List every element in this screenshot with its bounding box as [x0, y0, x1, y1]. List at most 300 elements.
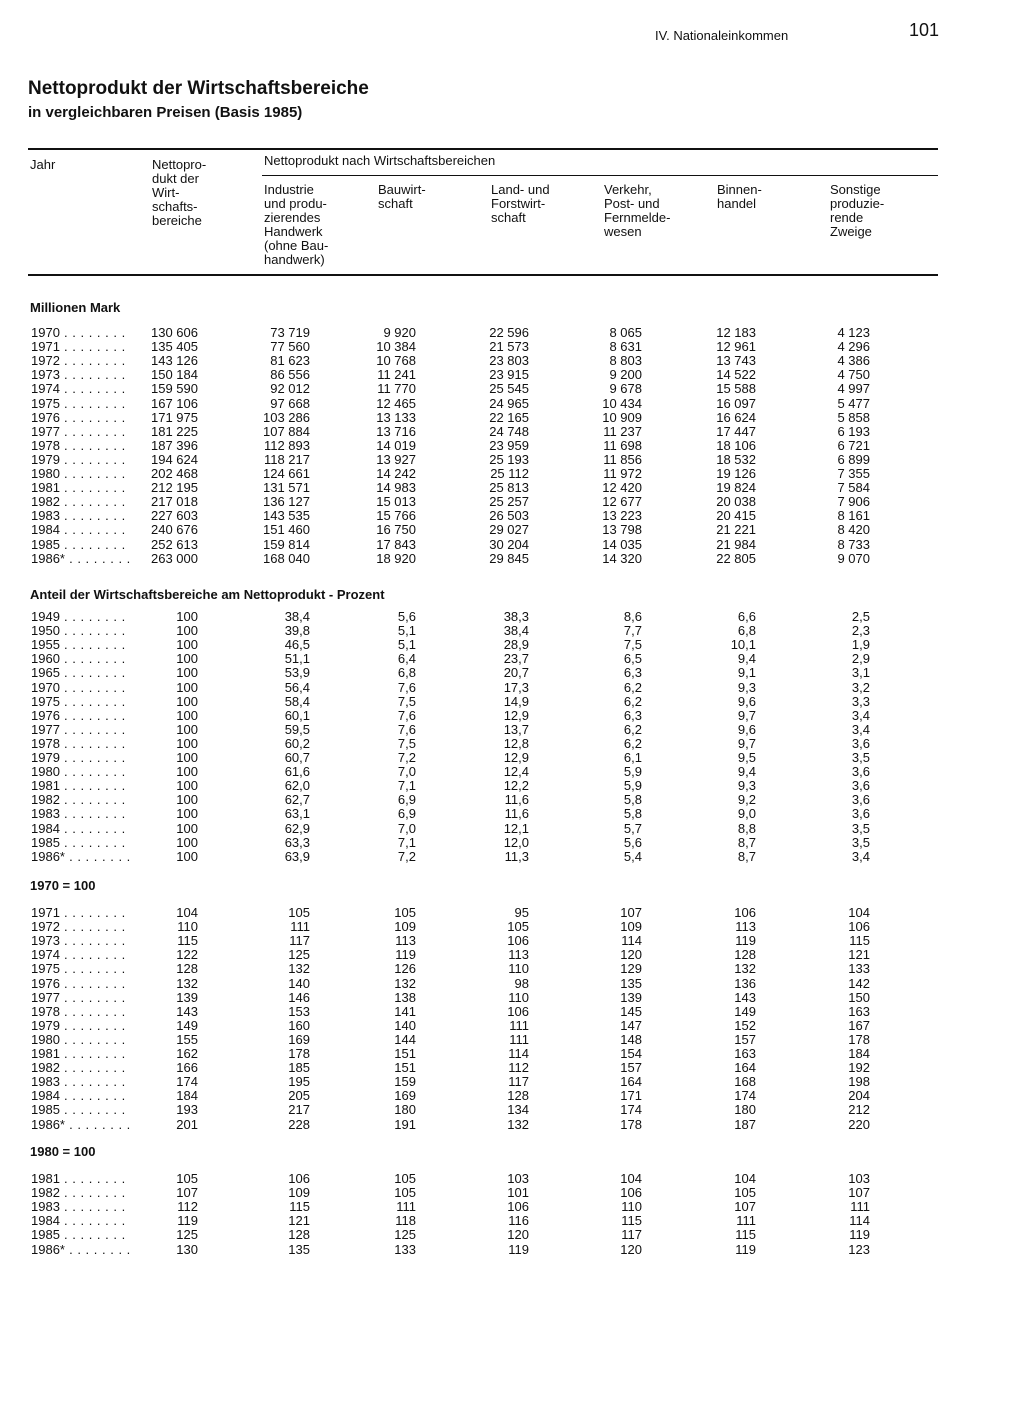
table-row	[0, 765, 1024, 779]
row-year: 1977 . . .	[31, 425, 131, 439]
table-cell: 8 733	[837, 536, 870, 552]
table-cell: 100	[176, 792, 198, 808]
table-cell: 106	[288, 1171, 310, 1186]
table-cell: 107	[620, 905, 642, 920]
table-cell: 146	[288, 989, 310, 1005]
table-cell: 171 975	[151, 409, 198, 425]
table-cell: 100	[176, 721, 198, 737]
table-cell: 5,8	[623, 792, 642, 808]
section-label: Anteil der Wirtschaftsbereiche am Nettoprodukt - Prozent	[30, 587, 385, 602]
table-cell: 113	[508, 947, 529, 963]
table-cell: 28,9	[503, 637, 529, 653]
table-row	[0, 382, 1024, 396]
row-year: 1970 . . .	[31, 681, 131, 695]
table-cell: 38,3	[503, 609, 529, 624]
table-cell: 148	[620, 1031, 642, 1047]
table-row	[0, 326, 1024, 340]
table-cell: 4 296	[837, 339, 870, 355]
table-row	[0, 1214, 1024, 1228]
row-year: 1986* . . .	[31, 850, 131, 864]
table-cell: 29 845	[489, 550, 529, 566]
table-cell: 113	[395, 933, 416, 949]
table-cell: 157	[734, 1031, 756, 1047]
table-cell: 131 571	[263, 480, 310, 496]
table-cell: 12 465	[376, 395, 416, 411]
table-cell: 73 719	[270, 325, 310, 340]
table-cell: 119	[849, 1227, 870, 1243]
table-row	[0, 1103, 1024, 1117]
table-row	[0, 397, 1024, 411]
row-year: 1978 . . .	[31, 439, 131, 453]
table-cell: 150	[848, 989, 870, 1005]
table-cell: 7,5	[397, 735, 416, 751]
table-cell: 24 748	[489, 423, 529, 439]
table-cell: 6,8	[737, 623, 756, 639]
table-cell: 128	[176, 961, 198, 977]
table-cell: 168 040	[263, 550, 310, 566]
row-year: 1981 . . .	[31, 1047, 131, 1061]
table-cell: 193	[176, 1102, 198, 1118]
row-year: 1984 . . .	[31, 822, 131, 836]
page-number: 101	[909, 20, 940, 40]
table-cell: 228	[288, 1116, 310, 1132]
page-title: Nettoprodukt der Wirtschaftsbereiche	[28, 78, 369, 99]
row-year: 1980 . . .	[31, 1033, 131, 1047]
table-cell: 11,6	[504, 792, 529, 808]
table-row	[0, 751, 1024, 765]
table-cell: 140	[288, 975, 310, 991]
table-cell: 5,7	[623, 820, 642, 836]
table-cell: 117	[289, 933, 310, 949]
table-cell: 6,3	[623, 707, 642, 723]
table-cell: 128	[734, 947, 756, 963]
table-cell: 10 909	[602, 409, 642, 425]
table-row	[0, 1075, 1024, 1089]
table-row	[0, 495, 1024, 509]
table-cell: 118	[395, 1213, 416, 1229]
row-year: 1960 . . .	[31, 652, 131, 666]
table-cell: 123	[848, 1241, 870, 1257]
table-cell: 21 984	[716, 536, 756, 552]
table-cell: 9,6	[737, 693, 756, 709]
table-cell: 151 460	[263, 522, 310, 538]
table-cell: 24 965	[489, 395, 529, 411]
row-year: 1986* . . .	[31, 1118, 131, 1132]
table-cell: 100	[176, 623, 198, 639]
table-cell: 3,6	[851, 806, 870, 822]
table-cell: 159 590	[151, 381, 198, 397]
table-cell: 135	[288, 1241, 310, 1257]
row-year: 1971 . . .	[31, 340, 131, 354]
table-row	[0, 934, 1024, 948]
table-row	[0, 638, 1024, 652]
table-cell: 143 535	[263, 508, 310, 524]
row-year: 1985 . . .	[31, 1228, 131, 1242]
table-cell: 19 824	[716, 480, 756, 496]
table-cell: 7,5	[397, 693, 416, 709]
table-cell: 12,9	[503, 750, 529, 765]
table-cell: 9,7	[737, 707, 756, 723]
table-cell: 100	[176, 637, 198, 653]
table-cell: 217	[288, 1102, 310, 1118]
row-year: 1982 . . .	[31, 495, 131, 509]
table-row	[0, 1005, 1024, 1019]
table-cell: 143	[176, 1003, 198, 1019]
table-cell: 6,2	[623, 735, 642, 751]
row-year: 1984 . . .	[31, 1089, 131, 1103]
table-cell: 106	[620, 1185, 642, 1201]
table-cell: 126	[394, 961, 416, 977]
table-cell: 11,6	[504, 806, 529, 822]
table-cell: 13 798	[602, 522, 642, 538]
table-cell: 13 223	[602, 508, 642, 524]
table-cell: 110	[621, 1199, 642, 1215]
table-cell: 7,5	[623, 637, 642, 653]
table-cell: 130 606	[151, 325, 198, 340]
row-year: 1983 . . .	[31, 807, 131, 821]
table-cell: 178	[288, 1046, 310, 1061]
table-cell: 86 556	[270, 367, 310, 383]
table-cell: 142	[848, 975, 870, 991]
table-cell: 9,3	[737, 778, 756, 794]
table-cell: 13 133	[376, 409, 416, 425]
table-cell: 12,9	[503, 707, 529, 723]
table-cell: 7,1	[397, 778, 416, 794]
table-cell: 139	[176, 989, 198, 1005]
table-cell: 104	[848, 905, 870, 920]
row-year: 1974 . . .	[31, 382, 131, 396]
table-cell: 6,5	[623, 651, 642, 667]
table-cell: 26 503	[489, 508, 529, 524]
table-cell: 100	[176, 806, 198, 822]
table-row	[0, 481, 1024, 495]
row-year: 1977 . . .	[31, 991, 131, 1005]
table-cell: 6,8	[397, 665, 416, 681]
column-header-group: Nettoprodukt nach Wirtschaftsbereichen	[264, 153, 496, 168]
row-year: 1981 . . .	[31, 481, 131, 495]
table-cell: 220	[848, 1116, 870, 1132]
table-cell: 125	[394, 1227, 416, 1243]
table-cell: 53,9	[284, 665, 310, 681]
table-cell: 3,6	[851, 792, 870, 808]
table-cell: 112	[177, 1199, 198, 1215]
table-cell: 140	[394, 1017, 416, 1033]
table-cell: 3,4	[851, 721, 870, 737]
table-cell: 201	[176, 1116, 198, 1132]
table-row	[0, 666, 1024, 680]
table-cell: 181 225	[151, 423, 198, 439]
table-cell: 59,5	[284, 721, 310, 737]
table-cell: 162	[176, 1046, 198, 1061]
header-bottom-rule	[28, 274, 938, 276]
table-cell: 6,2	[623, 721, 642, 737]
table-cell: 22 805	[716, 550, 756, 566]
row-year: 1977 . . .	[31, 723, 131, 737]
table-cell: 11 237	[603, 423, 642, 439]
table-cell: 174	[176, 1074, 198, 1090]
table-row	[0, 1200, 1024, 1214]
table-cell: 174	[620, 1102, 642, 1118]
table-cell: 187 396	[151, 437, 198, 453]
table-cell: 106	[507, 933, 529, 949]
table-cell: 106	[507, 1199, 529, 1215]
row-year: 1975 . . .	[31, 397, 131, 411]
section-label: 1970 = 100	[30, 878, 96, 893]
table-cell: 10 768	[376, 353, 416, 369]
table-cell: 132	[734, 961, 756, 977]
table-cell: 7,6	[397, 721, 416, 737]
table-cell: 25 112	[490, 466, 529, 481]
table-cell: 101	[507, 1185, 529, 1201]
table-cell: 109	[288, 1185, 310, 1201]
table-cell: 14 035	[602, 536, 642, 552]
table-cell: 56,4	[284, 679, 310, 695]
table-cell: 105	[176, 1171, 198, 1186]
table-cell: 20 038	[716, 494, 756, 510]
table-cell: 180	[394, 1102, 416, 1118]
table-row	[0, 920, 1024, 934]
section-label: Millionen Mark	[30, 300, 121, 315]
row-year: 1985 . . .	[31, 538, 131, 552]
table-row	[0, 610, 1024, 624]
table-row	[0, 948, 1024, 962]
table-cell: 136	[734, 975, 756, 991]
table-row	[0, 538, 1024, 552]
table-cell: 58,4	[284, 693, 310, 709]
table-cell: 135 405	[151, 339, 198, 355]
table-cell: 167	[848, 1017, 870, 1033]
table-cell: 8,7	[737, 834, 756, 850]
row-year: 1980 . . .	[31, 467, 131, 481]
table-row	[0, 1089, 1024, 1103]
table-cell: 20 415	[716, 508, 756, 524]
table-cell: 3,1	[851, 665, 870, 681]
row-year: 1986* . . .	[31, 1243, 131, 1257]
table-cell: 106	[507, 1003, 529, 1019]
table-cell: 21 573	[489, 339, 529, 355]
table-cell: 109	[394, 919, 416, 935]
row-year: 1979 . . .	[31, 751, 131, 765]
table-row	[0, 354, 1024, 368]
table-row	[0, 1047, 1024, 1061]
table-cell: 97 668	[270, 395, 310, 411]
table-cell: 9 678	[609, 381, 642, 397]
section-header: IV. Nationaleinkommen	[655, 28, 789, 43]
table-row	[0, 1243, 1024, 1257]
table-cell: 107	[734, 1199, 756, 1215]
table-row	[0, 368, 1024, 382]
table-cell: 7,0	[397, 820, 416, 836]
table-cell: 1,9	[851, 637, 870, 653]
table-cell: 10 434	[602, 395, 642, 411]
table-cell: 164	[734, 1060, 756, 1076]
table-cell: 134	[507, 1102, 529, 1118]
table-cell: 150 184	[151, 367, 198, 383]
table-cell: 110	[177, 919, 198, 935]
table-cell: 61,6	[284, 764, 310, 780]
table-cell: 185	[288, 1060, 310, 1076]
table-cell: 164	[620, 1074, 642, 1090]
table-cell: 92 012	[270, 381, 310, 397]
table-cell: 15 766	[376, 508, 416, 524]
table-cell: 8 631	[609, 339, 642, 355]
table-cell: 23 803	[489, 353, 529, 369]
table-cell: 105	[288, 905, 310, 920]
table-cell: 3,6	[851, 778, 870, 794]
table-cell: 13,7	[503, 721, 529, 737]
table-cell: 191	[394, 1116, 416, 1132]
table-cell: 205	[288, 1088, 310, 1104]
table-cell: 112	[508, 1060, 529, 1076]
table-cell: 144	[394, 1031, 416, 1047]
table-row	[0, 709, 1024, 723]
table-cell: 9,4	[737, 764, 756, 780]
table-cell: 107	[176, 1185, 198, 1201]
table-cell: 227 603	[151, 508, 198, 524]
table-cell: 117	[621, 1227, 642, 1243]
table-cell: 5,1	[397, 637, 416, 653]
row-year: 1955 . . .	[31, 638, 131, 652]
table-cell: 8,8	[737, 820, 756, 836]
table-cell: 104	[620, 1171, 642, 1186]
table-cell: 160	[288, 1017, 310, 1033]
table-cell: 187	[734, 1116, 756, 1132]
table-cell: 105	[394, 905, 416, 920]
table-cell: 60,1	[284, 707, 310, 723]
table-cell: 12 961	[716, 339, 756, 355]
table-cell: 11 972	[603, 466, 642, 481]
table-cell: 116	[508, 1213, 529, 1229]
table-cell: 100	[176, 693, 198, 709]
table-row	[0, 1019, 1024, 1033]
row-year: 1978 . . .	[31, 1005, 131, 1019]
table-cell: 184	[176, 1088, 198, 1104]
table-cell: 100	[176, 609, 198, 624]
table-row	[0, 624, 1024, 638]
table-cell: 114	[621, 933, 642, 949]
table-cell: 13 716	[376, 423, 416, 439]
table-cell: 133	[394, 1241, 416, 1257]
table-cell: 3,6	[851, 735, 870, 751]
table-cell: 12,1	[503, 820, 529, 836]
table-cell: 15 013	[376, 494, 416, 510]
table-cell: 11,3	[504, 848, 529, 864]
table-cell: 6,6	[737, 609, 756, 624]
table-cell: 11 856	[603, 451, 642, 467]
table-cell: 151	[394, 1046, 416, 1061]
table-row	[0, 523, 1024, 537]
table-cell: 5,4	[623, 848, 642, 864]
table-cell: 60,2	[284, 735, 310, 751]
table-row	[0, 1061, 1024, 1075]
table-cell: 18 106	[716, 437, 756, 453]
table-row	[0, 340, 1024, 354]
table-cell: 23 959	[489, 437, 529, 453]
table-row	[0, 453, 1024, 467]
table-cell: 9,5	[737, 750, 756, 765]
table-cell: 115	[621, 1213, 642, 1229]
row-year: 1976 . . .	[31, 977, 131, 991]
group-header-rule	[262, 175, 938, 176]
table-cell: 10,1	[730, 637, 756, 653]
table-cell: 195	[288, 1074, 310, 1090]
table-cell: 107 884	[263, 423, 310, 439]
table-cell: 51,1	[284, 651, 310, 667]
table-cell: 149	[734, 1003, 756, 1019]
table-cell: 129	[620, 961, 642, 977]
table-cell: 105	[734, 1185, 756, 1201]
table-row	[0, 737, 1024, 751]
table-cell: 117	[508, 1074, 529, 1090]
table-cell: 202 468	[151, 466, 198, 481]
table-cell: 12,0	[503, 834, 529, 850]
table-cell: 128	[288, 1227, 310, 1243]
table-cell: 9,0	[737, 806, 756, 822]
table-cell: 115	[177, 933, 198, 949]
row-year: 1981 . . .	[31, 779, 131, 793]
table-cell: 13 927	[376, 451, 416, 467]
table-cell: 4 750	[837, 367, 870, 383]
table-cell: 104	[176, 905, 198, 920]
table-cell: 100	[176, 764, 198, 780]
table-row	[0, 1033, 1024, 1047]
table-cell: 192	[848, 1060, 870, 1076]
table-row	[0, 822, 1024, 836]
table-cell: 21 221	[716, 522, 756, 538]
table-cell: 121	[848, 947, 870, 963]
table-cell: 138	[394, 989, 416, 1005]
table-cell: 12 677	[602, 494, 642, 510]
table-cell: 118 217	[263, 451, 310, 467]
table-cell: 139	[620, 989, 642, 1005]
table-cell: 12,2	[503, 778, 529, 794]
table-row	[0, 836, 1024, 850]
table-cell: 4 997	[837, 381, 870, 397]
column-header-construction: Bauwirt- schaft	[378, 182, 426, 211]
table-cell: 3,6	[851, 764, 870, 780]
table-cell: 115	[289, 1199, 310, 1215]
table-cell: 7,7	[623, 623, 642, 639]
table-row	[0, 807, 1024, 821]
table-cell: 100	[176, 735, 198, 751]
table-row	[0, 411, 1024, 425]
table-cell: 18 920	[376, 550, 416, 566]
table-cell: 124 661	[263, 466, 310, 481]
table-cell: 62,0	[284, 778, 310, 794]
table-cell: 23,7	[503, 651, 529, 667]
table-cell: 120	[620, 947, 642, 963]
row-year: 1986* . . .	[31, 552, 131, 566]
table-cell: 167 106	[151, 395, 198, 411]
table-cell: 5,6	[623, 834, 642, 850]
table-cell: 2,9	[851, 651, 870, 667]
table-cell: 252 613	[151, 536, 198, 552]
table-cell: 105	[394, 1185, 416, 1201]
table-cell: 111	[850, 1199, 870, 1215]
table-row	[0, 439, 1024, 453]
table-cell: 107	[848, 1185, 870, 1201]
table-cell: 100	[176, 707, 198, 723]
table-cell: 60,7	[284, 750, 310, 765]
row-year: 1975 . . .	[31, 962, 131, 976]
table-cell: 4 123	[837, 325, 870, 340]
table-cell: 125	[288, 947, 310, 963]
table-cell: 11 770	[377, 381, 416, 397]
row-year: 1984 . . .	[31, 523, 131, 537]
table-cell: 178	[848, 1031, 870, 1047]
table-cell: 12 420	[602, 480, 642, 496]
table-cell: 212 195	[151, 480, 198, 496]
